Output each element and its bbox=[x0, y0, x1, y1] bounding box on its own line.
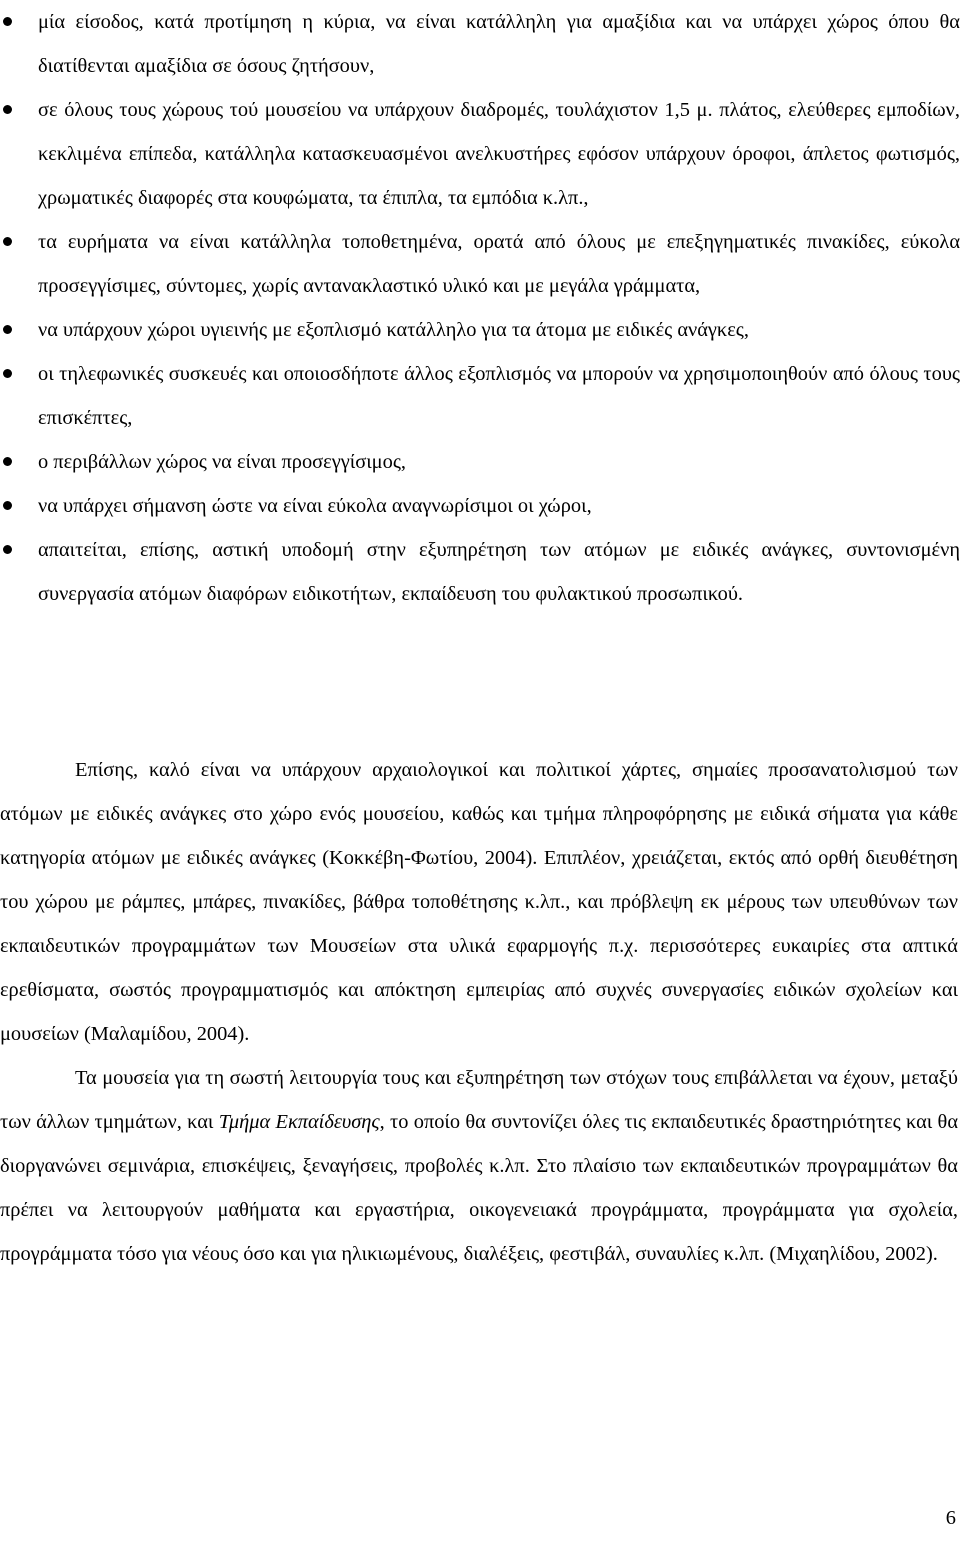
list-item-text: σε όλους τους χώρους τού μουσείου να υπάρχουν διαδρομές, τουλάχιστον 1,5 μ. πλάτος, ελεύθερες εμποδίων, κεκλιμένα επίπεδα, κατάλληλα κατασκευασμένοι ανελκυστήρες εφόσον υπάρχουν όροφοι, άπλετος φωτισμός, χρωματικές διαφορές στα κουφώματα, τα έπιπλα, τα εμπόδια κ.λπ., bbox=[38, 99, 960, 209]
bullet-icon bbox=[3, 501, 12, 510]
list-item bbox=[0, 528, 960, 616]
bullet-icon bbox=[3, 105, 12, 114]
list-item-text: οι τηλεφωνικές συσκευές και οποιοσδήποτε άλλος εξοπλισμός να μπορούν να χρησιμοποιηθούν από όλους τους επισκέπτες, bbox=[38, 363, 960, 429]
list-item-text: απαιτείται, επίσης, αστική υποδομή στην εξυπηρέτηση των ατόμων με ειδικές ανάγκες, συντονισμένη συνεργασία ατόμων διαφόρων ειδικοτήτων, εκπαίδευση του φυλακτικού προσωπικού. bbox=[38, 539, 960, 605]
list-item bbox=[0, 88, 960, 220]
list-item bbox=[0, 352, 960, 440]
bullet-icon bbox=[3, 545, 12, 554]
paragraph-text: , το οποίο θα συντονίζει όλες τις εκπαιδευτικές δραστηριότητες και θα διοργανώνει σεμινάρια, επισκέψεις, ξεναγήσεις, προβολές κ.λπ. Στο πλαίσιο των εκπαιδευτικών προγραμμάτων θα πρέπει να λειτουργούν μαθήματα και εργαστήρια, οικογενειακά προγράμματα, προγράμματα για σχολεία, προγράμματα τόσο για νέους όσο και για ηλικιωμένους, διαλέξεις, φεστιβάλ, συναυλίες κ.λπ. (Μιχαηλίδου, 2002). bbox=[0, 1111, 959, 1265]
list-item-text: μία είσοδος, κατά προτίμηση η κύρια, να είναι κατάλληλη για αμαξίδια και να υπάρχει χώρος όπου θα διατίθενται αμαξίδια σε όσους ζητήσουν, bbox=[38, 11, 960, 77]
emphasized-term: Τμήμα Εκπαίδευσης bbox=[218, 1111, 380, 1133]
list-item bbox=[0, 440, 960, 484]
bullet-icon bbox=[3, 457, 12, 466]
bullet-icon bbox=[3, 369, 12, 378]
paragraph bbox=[0, 1056, 958, 1276]
list-item-text: να υπάρχουν χώροι υγιεινής με εξοπλισμό κατάλληλο για τα άτομα με ειδικές ανάγκες, bbox=[38, 319, 749, 341]
paragraph-text: Τα μουσεία για τη σωστή λειτουργία τους και εξυπηρέτηση των στόχων τους επιβάλλεται να έχουν, μεταξύ των άλλων τμημάτων, και bbox=[0, 1067, 958, 1133]
bullet-icon bbox=[3, 325, 12, 334]
page-number: 6 bbox=[945, 1507, 956, 1529]
list-item-text: ο περιβάλλων χώρος να είναι προσεγγίσιμος, bbox=[38, 451, 406, 473]
list-item bbox=[0, 220, 960, 308]
list-item bbox=[0, 308, 960, 352]
bullet-icon bbox=[3, 237, 12, 246]
body-text bbox=[0, 748, 958, 1276]
list-item-text: να υπάρχει σήμανση ώστε να είναι εύκολα αναγνωρίσιμοι οι χώροι, bbox=[38, 495, 592, 517]
bullet-icon bbox=[3, 17, 12, 26]
list-item bbox=[0, 0, 960, 88]
list-item-text: τα ευρήματα να είναι κατάλληλα τοποθετημένα, ορατά από όλους με επεξηγηματικές πινακίδες, εύκολα προσεγγίσιμες, σύντομες, χωρίς αντανακλαστικό υλικό και με μεγάλα γράμματα, bbox=[38, 231, 960, 297]
paragraph: Επίσης, καλό είναι να υπάρχουν αρχαιολογικοί και πολιτικοί χάρτες, σημαίες προσανατολισμού των ατόμων με ειδικές ανάγκες στο χώρο ενός μουσείου, καθώς και τμήμα πληροφόρησης με ειδικά σήματα για κάθε κατηγορία ατόμων με ειδικές ανάγκες (Κοκκέβη-Φωτίου, 2004). Επιπλέον, χρειάζεται, εκτός από ορθή διευθέτηση του χώρου με ράμπες, μπάρες, πινακίδες, βάθρα τοποθέτησης κ.λπ., και πρόβλεψη εκ μέρους των υπευθύνων των εκπαιδευτικών προγραμμάτων των Μουσείων στα υλικά εφαρμογής π.χ. περισσότερες ευκαιρίες στα απτικά ερεθίσματα, σωστός προγραμματισμός και απόκτηση εμπειρίας από συχνές συνεργασίες ειδικών σχολείων και μουσείων (Μαλαμίδου, 2004). bbox=[0, 759, 958, 1045]
list-item bbox=[0, 484, 960, 528]
accessibility-requirements-list bbox=[0, 0, 960, 616]
